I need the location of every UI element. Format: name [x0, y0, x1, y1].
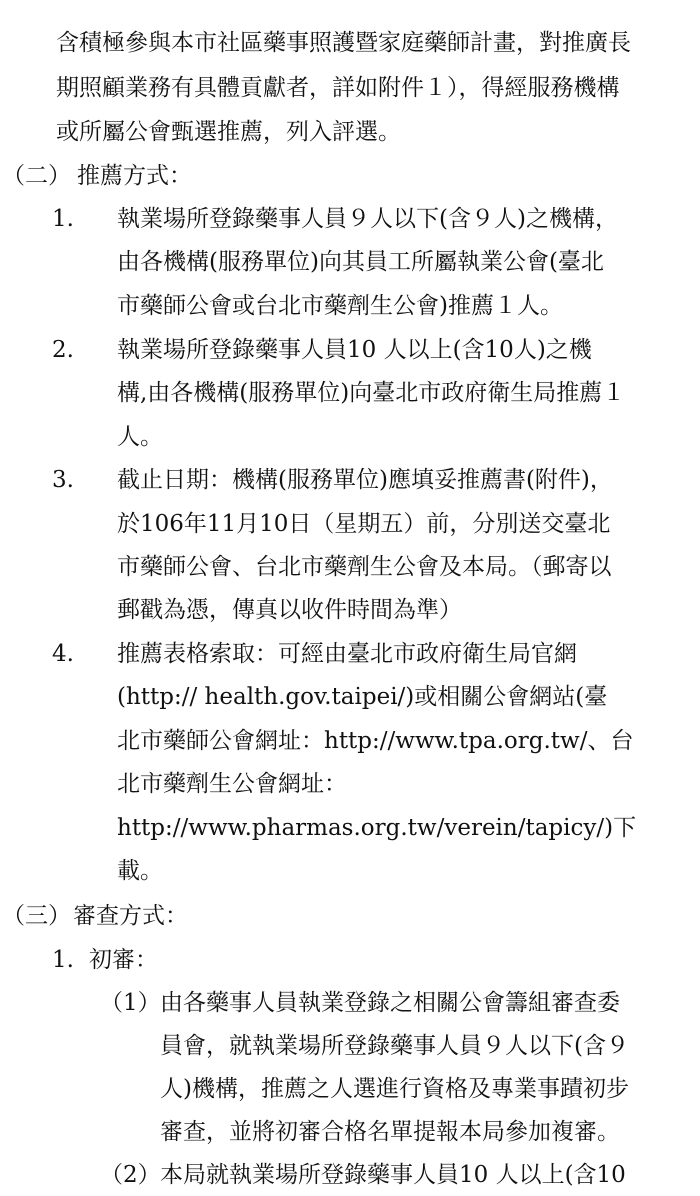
item-number: 1.	[52, 206, 74, 233]
item-line: 推薦表格索取：可經由臺北市政府衛生局官網	[117, 641, 577, 667]
intro-line: 含積極參與本市社區藥事照護暨家庭藥師計畫，對推廣長	[56, 30, 631, 57]
item-line: 北市藥劑生公會網址：	[117, 771, 347, 798]
item-marker: （2）	[100, 1162, 161, 1188]
item-line: 審查，並將初審合格名單提報本局參加複審。	[160, 1118, 620, 1145]
item-line: 員會，就執業場所登錄藥事人員９人以下(含９	[160, 1032, 629, 1059]
item-line: 由各機構(服務單位)向其員工所屬執業公會(臺北	[117, 249, 604, 276]
item-number: 2.	[52, 336, 74, 363]
item-line: 北市藥師公會網址：http://www.tpa.org.tw/、台	[117, 728, 634, 755]
item-line: 載。	[117, 858, 163, 885]
subsection-number: 1.	[52, 946, 74, 973]
item-line: 郵戳為憑，傳真以收件時間為準）	[117, 597, 462, 623]
item-line: 構,由各機構(服務單位)向臺北市政府衛生局推薦１	[117, 379, 626, 406]
item-line: (http:// health.gov.taipei/)或相關公會網站(臺	[117, 684, 608, 711]
section-marker: （二）	[2, 163, 71, 190]
item-line: 執業場所登錄藥事人員９人以下(含９人)之機構，	[117, 206, 618, 233]
item-number: 4.	[52, 641, 74, 667]
section-title: 審查方式：	[73, 902, 188, 929]
intro-line: 期照顧業務有具體貢獻者，詳如附件１），得經服務機構	[56, 75, 620, 102]
section-marker: （三）	[2, 902, 71, 929]
item-line: 截止日期：機構(服務單位)應填妥推薦書(附件)，	[117, 466, 613, 493]
item-marker: （1）	[100, 989, 161, 1016]
item-line: 市藥師公會、台北市藥劑生公會及本局。（郵寄以	[117, 553, 612, 580]
item-line: 由各藥事人員執業登錄之相關公會籌組審查委	[160, 989, 620, 1016]
intro-line: 或所屬公會甄選推薦，列入評選。	[56, 119, 401, 146]
item-line: http://www.pharmas.org.tw/verein/tapicy/)下	[117, 815, 637, 842]
item-line: 市藥師公會或台北市藥劑生公會)推薦１人。	[117, 292, 563, 319]
section-title: 推薦方式：	[77, 163, 192, 190]
item-line: 人)機構，推薦之人選進行資格及專業事蹟初步	[160, 1075, 629, 1102]
item-line: 本局就執業場所登錄藥事人員10 人以上(含10	[160, 1162, 626, 1188]
item-number: 3.	[52, 466, 74, 493]
subsection-title: 初審：	[89, 946, 158, 973]
item-line: 於106年11月10日（星期五）前，分別送交臺北	[117, 510, 611, 537]
item-line: 人。	[117, 423, 163, 450]
item-line: 執業場所登錄藥事人員10 人以上(含10人)之機	[117, 336, 592, 363]
